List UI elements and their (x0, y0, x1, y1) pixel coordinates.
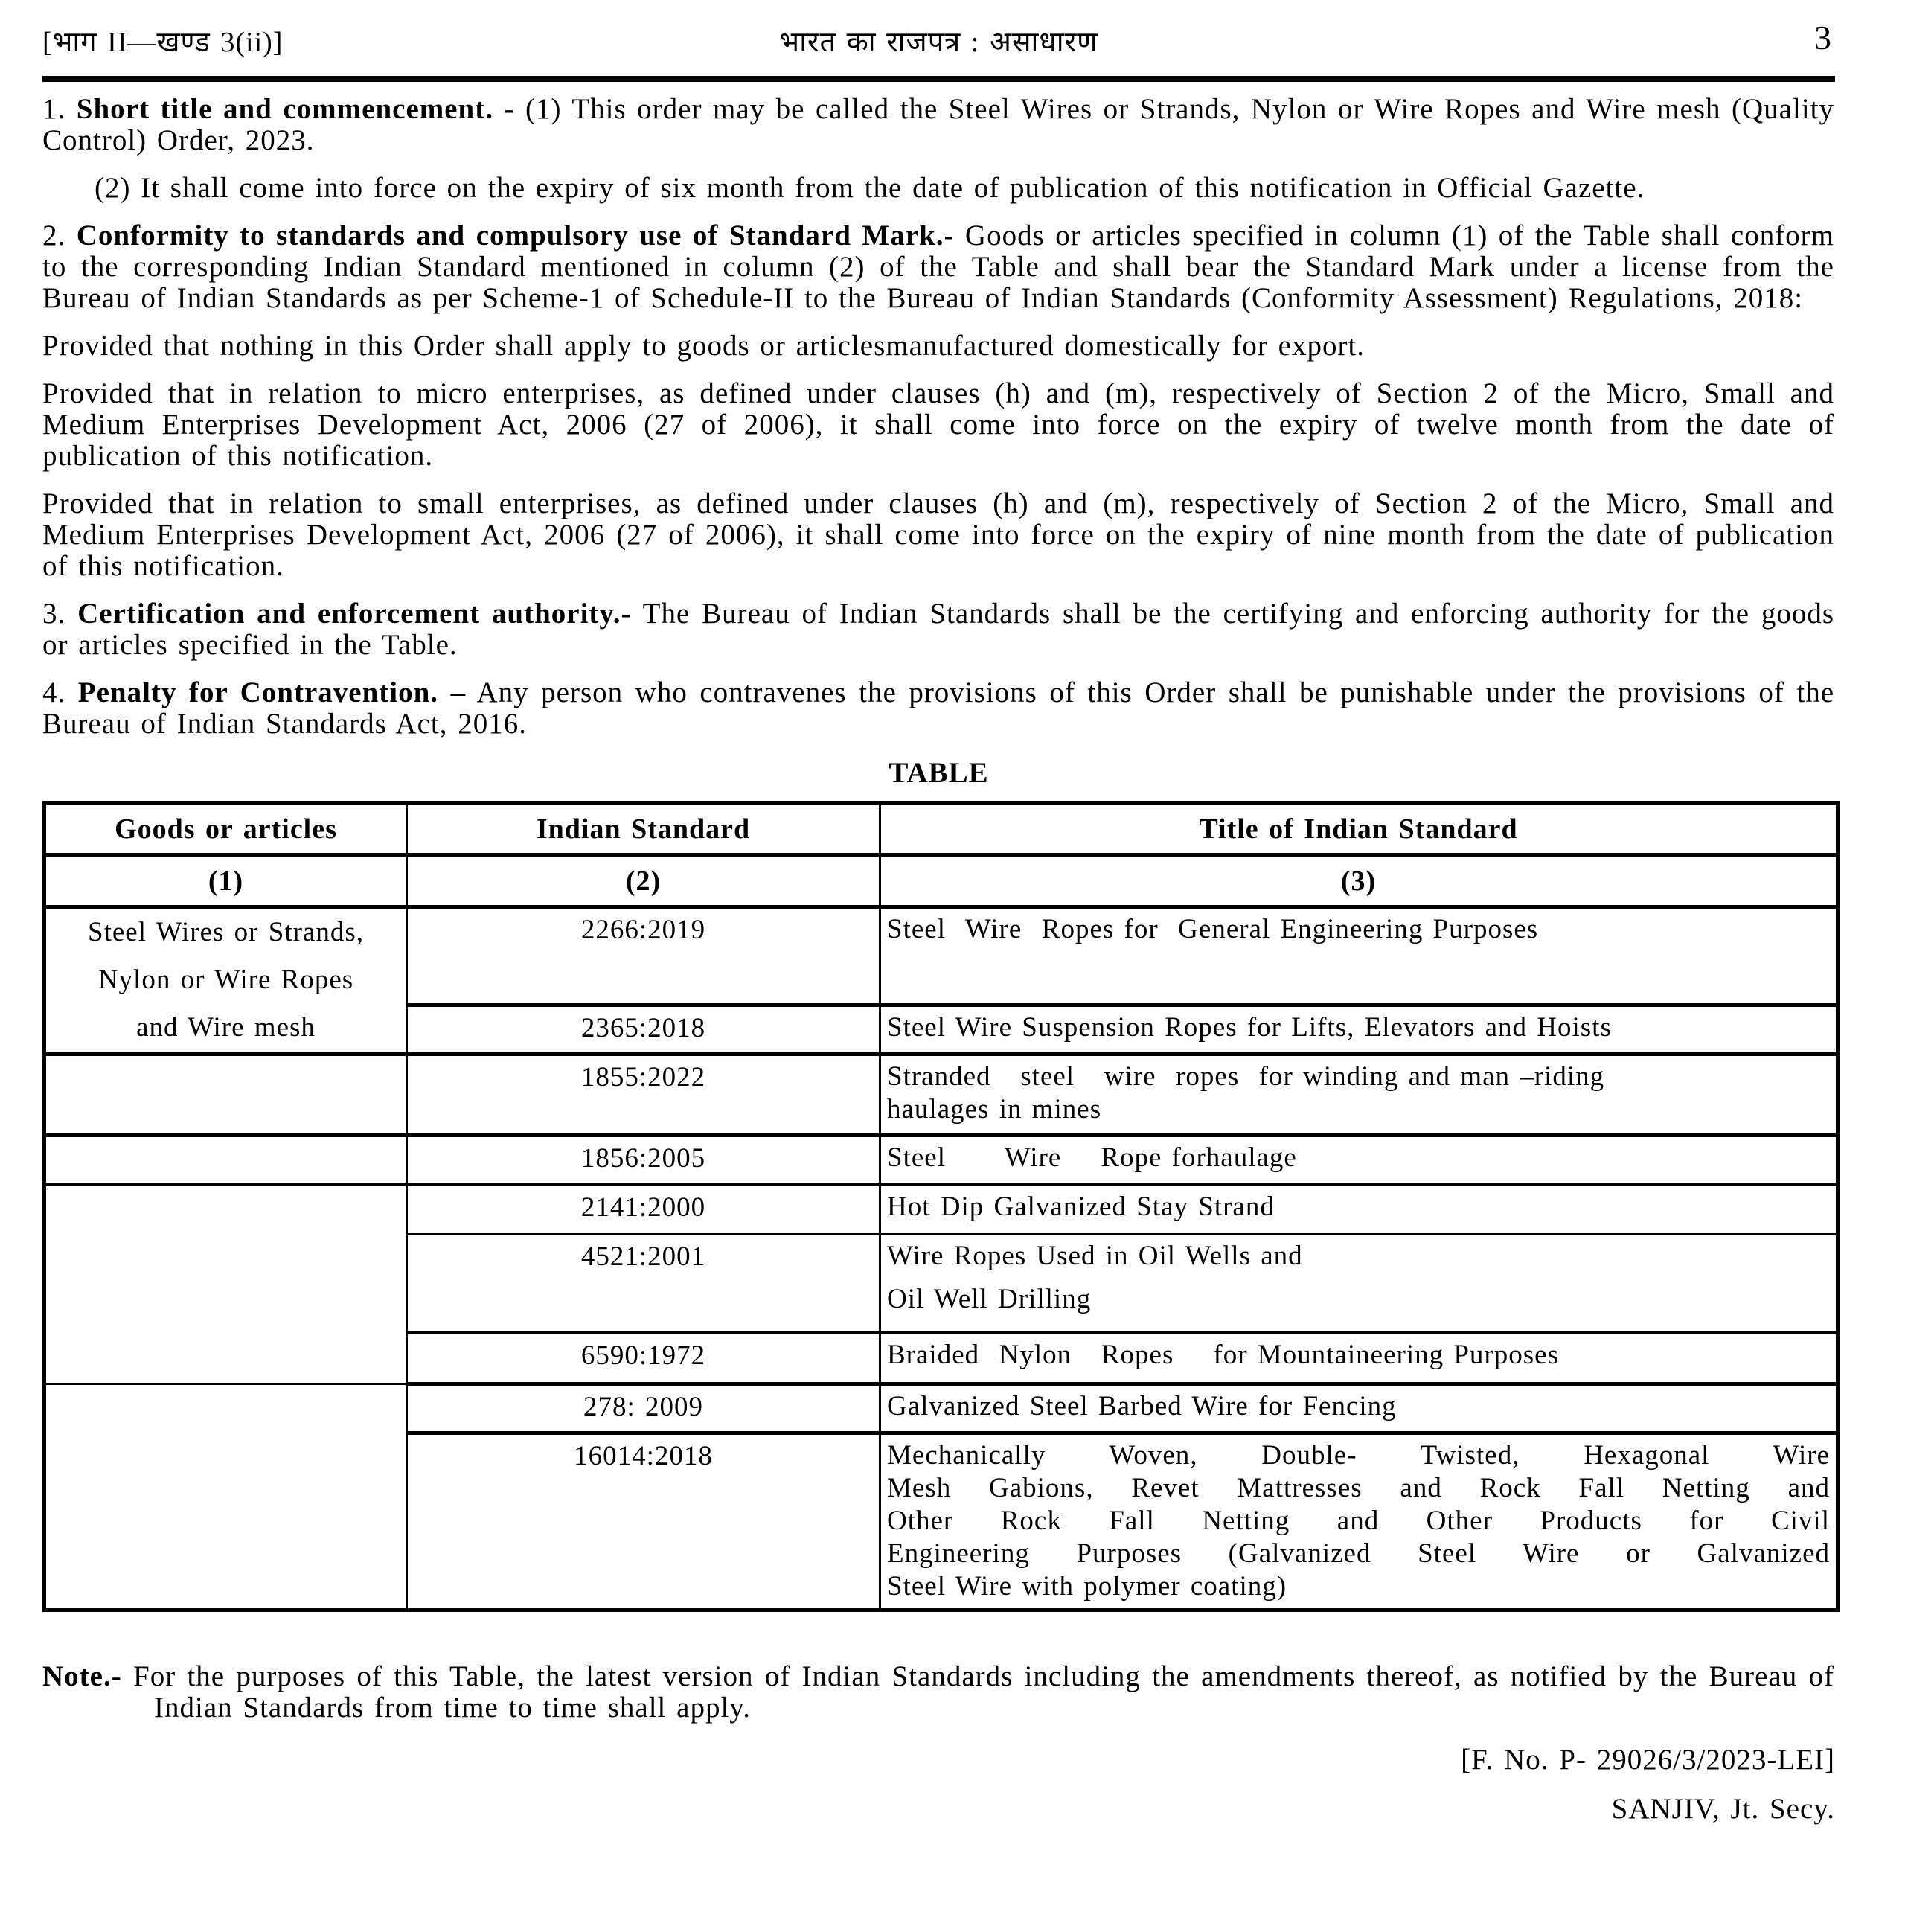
cell-text-line: haulages in mines (887, 1094, 1102, 1125)
header-part-section: [भाग II—खण्ड 3(ii)] (42, 27, 284, 58)
section-number: 4. (42, 676, 66, 708)
standard-cell: 2365:2018 (407, 1005, 880, 1055)
note-label: Note.- (42, 1660, 122, 1692)
column-number-2: (2) (407, 855, 880, 907)
goods-cell-empty (45, 1055, 407, 1136)
gazette-page (0, 19, 1905, 1932)
column-number-row (45, 855, 1838, 907)
cell-text-line: Steel Wire Suspension Ropes for Lifts, Elevators and Hoists (887, 1012, 1612, 1043)
section-number: 2. (42, 220, 66, 252)
table-header-row (45, 803, 1838, 855)
paragraph-short-title (42, 94, 1834, 156)
cell-text-line: Steel Wire Ropes for General Engineering Purposes (887, 914, 1539, 944)
paragraph-text: – Any person who contravenes the provisions of this Order shall be punishable under the provisions of the Bureau of Indian Standards Act, 2016. (42, 676, 1835, 740)
table-row (45, 1136, 1838, 1185)
paragraph-text: The Bureau of Indian Standards shall be the certifying and enforcing authority for the goods or articles specified in the Table. (42, 598, 1835, 661)
cell-text-line: Mechanically Woven, Double- Twisted, Hexagonal Wire (887, 1440, 1830, 1471)
table-row (45, 1055, 1838, 1136)
cell-text-line: Oil Well Drilling (887, 1284, 1092, 1314)
goods-cell (45, 907, 407, 1055)
file-number: [F. No. P- 29026/3/2023-LEI] (1461, 1744, 1835, 1776)
table-row (45, 1384, 1838, 1433)
cell-text-line: Steel Wires or Strands, (88, 917, 364, 947)
goods-cell-empty (45, 1384, 407, 1610)
cell-text-line: Braided Nylon Ropes for Mountaineering Purposes (887, 1340, 1559, 1370)
cell-text-line: Steel Wire with polymer coating) (887, 1571, 1287, 1602)
note-text: For the purposes of this Table, the latest version of Indian Standards including the amendments thereof, as notified by the Bureau of Indian Standards from time to time shall apply. (133, 1660, 1834, 1724)
paragraph-text: Goods or articles specified in column (1) of the Table shall conform to the corresponding Indian Standard mentioned in column (2) of the Table and shall bear the Standard Mark under a license from the Bureau of Indian Standards as per Scheme-1 of Schedule-II to the Bureau of Indian Standards (Conformity Assessment) Regulations, 2018: (42, 220, 1834, 314)
section-number: 3. (42, 598, 66, 630)
note-paragraph (42, 1661, 1834, 1724)
standard-cell: 4521:2001 (407, 1235, 880, 1333)
section-heading: Conformity to standards and compulsory use of Standard Mark.- (76, 220, 955, 252)
standard-cell: 6590:1972 (407, 1333, 880, 1384)
goods-cell-empty (45, 1136, 407, 1185)
standard-cell: 16014:2018 (407, 1433, 880, 1610)
standard-title-cell (880, 1005, 1838, 1055)
section-heading: Short title and commencement. - (76, 93, 515, 125)
cell-text-line: Engineering Purposes (Galvanized Steel Wire or Galvanized (887, 1538, 1830, 1569)
column-header-standard: Indian Standard (407, 803, 880, 855)
standard-title-cell (880, 907, 1838, 1005)
cell-text-line: Stranded steel wire ropes for winding and man –riding (887, 1061, 1605, 1092)
cell-text-line: Mesh Gabions, Revet Mattresses and Rock Fall Netting and (887, 1473, 1830, 1503)
table-row (45, 1185, 1838, 1235)
double-rule (42, 76, 1835, 82)
paragraph-text: Provided that in relation to micro enterprises, as defined under clauses (h) and (m), respectively of Section 2 of the Micro, Small and Medium Enterprises Development Act, 2006 (27 of 2006), it shall come into force on the expiry of twelve month from the date of publication of this notification. (42, 377, 1834, 472)
standard-cell: 1855:2022 (407, 1055, 880, 1136)
standard-cell: 2266:2019 (407, 907, 880, 1005)
cell-text-line: Galvanized Steel Barbed Wire for Fencing (887, 1391, 1397, 1421)
standard-cell: 2141:2000 (407, 1185, 880, 1235)
section-number: 1. (42, 93, 66, 125)
cell-text-line: and Wire mesh (136, 1012, 316, 1043)
standard-title-cell (880, 1055, 1838, 1136)
standards-table (42, 801, 1840, 1612)
paragraph-certification (42, 598, 1834, 661)
paragraph-text: (1) This order may be called the Steel Wires or Strands, Nylon or Wire Ropes and Wire mesh (Quality Control) Order, 2023. (42, 93, 1835, 156)
paragraph-proviso-export (42, 330, 1834, 362)
standard-title-cell (880, 1384, 1838, 1433)
column-number-1: (1) (45, 855, 407, 907)
standard-cell: 1856:2005 (407, 1136, 880, 1185)
cell-text-line: Hot Dip Galvanized Stay Strand (887, 1191, 1275, 1222)
standard-title-cell (880, 1433, 1838, 1610)
paragraph-proviso-small (42, 488, 1834, 582)
standard-title-cell (880, 1235, 1838, 1333)
page-number: 3 (1814, 19, 1832, 57)
paragraph-proviso-micro (42, 378, 1834, 472)
goods-cell-empty (45, 1185, 407, 1384)
cell-text-line: Steel Wire Rope forhaulage (887, 1142, 1297, 1173)
paragraph-commencement-2 (95, 173, 1834, 204)
column-header-goods: Goods or articles (45, 803, 407, 855)
paragraph-penalty (42, 677, 1834, 740)
cell-text-line: Nylon or Wire Ropes (97, 965, 354, 995)
page-header (42, 19, 1835, 67)
standard-title-cell (880, 1136, 1838, 1185)
header-gazette-title: भारत का राजपत्र : असाधारण (779, 27, 1098, 58)
column-number-3: (3) (880, 855, 1838, 907)
cell-text-line: Wire Ropes Used in Oil Wells and (887, 1241, 1303, 1271)
standard-title-cell (880, 1185, 1838, 1235)
column-header-title: Title of Indian Standard (880, 803, 1838, 855)
paragraph-conformity (42, 220, 1834, 314)
section-heading: Certification and enforcement authority.- (77, 598, 632, 630)
standard-cell: 278: 2009 (407, 1384, 880, 1433)
paragraph-text: Provided that nothing in this Order shall apply to goods or articlesmanufactured domestically for export. (42, 330, 1365, 362)
cell-text-line: Other Rock Fall Netting and Other Products for Civil (887, 1506, 1830, 1536)
table-title: TABLE (889, 757, 989, 789)
paragraph-text: (2) It shall come into force on the expiry of six month from the date of publication of this notification in Official Gazette. (95, 172, 1645, 204)
paragraph-text: Provided that in relation to small enterprises, as defined under clauses (h) and (m), respectively of Section 2 of the Micro, Small and Medium Enterprises Development Act, 2006 (27 of 2006), it shall come into force on the expiry of nine month from the date of publication of this notification. (42, 487, 1834, 582)
table-row (45, 907, 1838, 1005)
section-heading: Penalty for Contravention. (77, 676, 439, 708)
standard-title-cell (880, 1333, 1838, 1384)
signature: SANJIV, Jt. Secy. (1611, 1793, 1835, 1825)
